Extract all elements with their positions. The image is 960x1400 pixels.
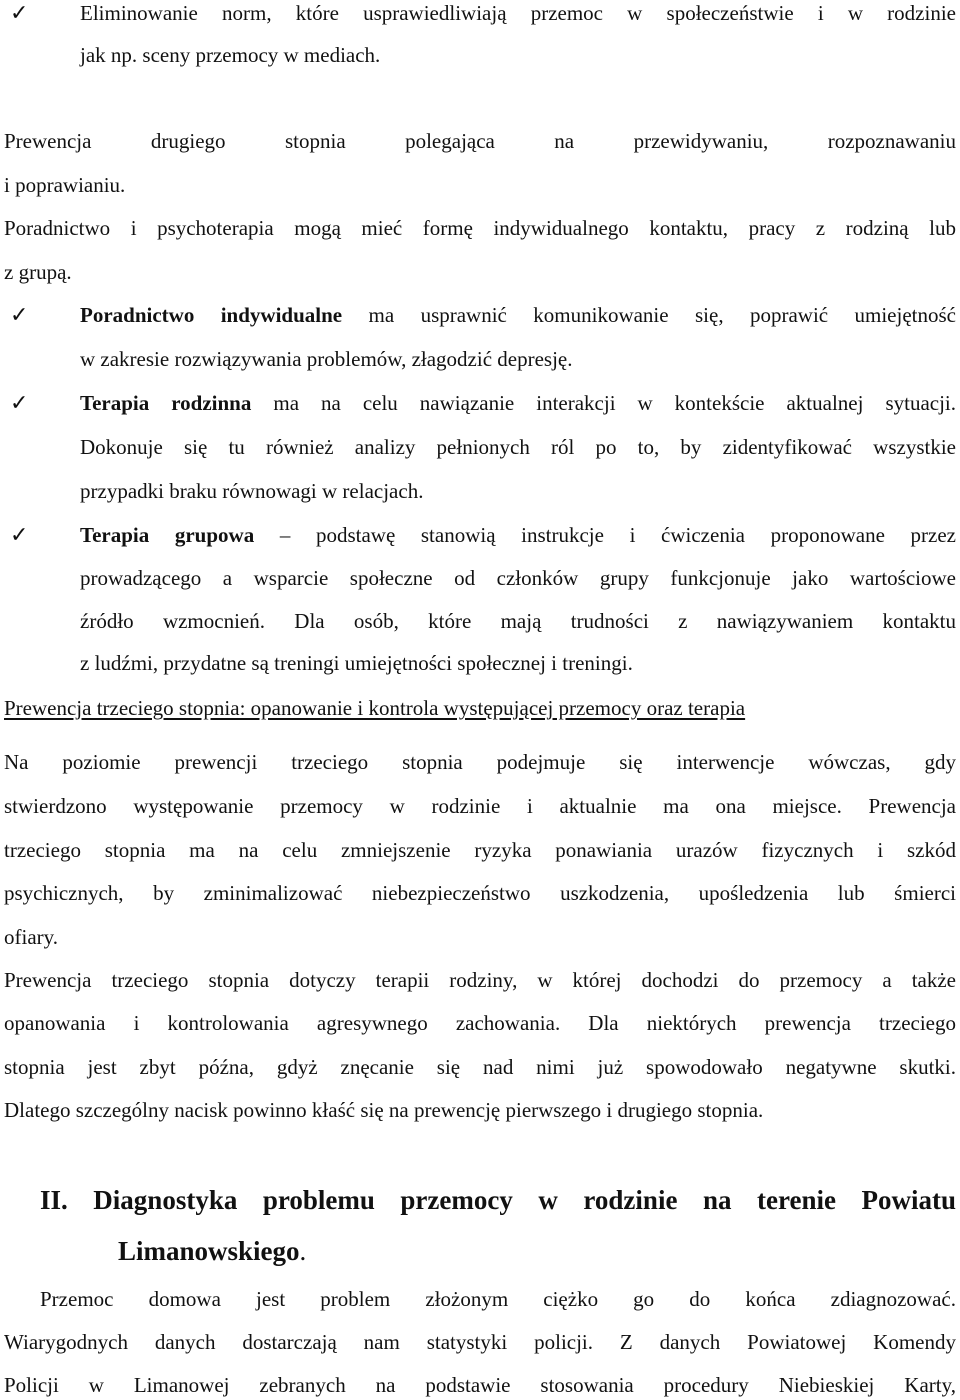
paragraph-line: Prewencja drugiego stopnia polegająca na przewidywaniu, rozpoznawaniu <box>4 129 956 153</box>
bullet-bold-term: Poradnictwo indywidualne <box>80 303 343 327</box>
paragraph-line: Policji w Limanowej zebranych na podstawie stosowania procedury Niebieskiej Karty, <box>4 1373 956 1397</box>
paragraph-line: Wiarygodnych danych dostarczają nam statystyki policji. Z danych Powiatowej Komendy <box>4 1330 956 1354</box>
bullet-text: przypadki braku równowagi w relacjach. <box>80 479 424 503</box>
paragraph-line: Poradnictwo i psychoterapia mogą mieć formę indywidualnego kontaktu, pracy z rodziną lub <box>4 216 956 240</box>
bullet-text <box>80 300 956 330</box>
paragraph-line: stopnia jest zbyt późna, gdyż znęcanie się nad nimi już spowodowało negatywne skutki. <box>4 1055 956 1079</box>
paragraph-line: opanowania i kontrolowania agresywnego zachowania. Dla niektórych prewencja trzeciego <box>4 1011 956 1035</box>
bullet-text-rest: ma na celu nawiązanie interakcji w kontekście aktualnej sytuacji. <box>251 391 957 415</box>
section-heading-period: . <box>299 1236 307 1266</box>
bullet-text <box>80 520 956 550</box>
checkmark-icon: ✓ <box>10 522 29 547</box>
bullet-text: z ludźmi, przydatne są treningi umiejętności społecznej i treningi. <box>80 651 633 675</box>
paragraph-line: z grupą. <box>4 260 72 284</box>
bullet-text: Dokonuje się tu również analizy pełnionych ról po to, by zidentyfikować wszystkie <box>80 435 956 459</box>
bullet-text-rest: ma usprawnić komunikowanie się, poprawić umiejętność <box>342 303 956 327</box>
bullet-text: w zakresie rozwiązywania problemów, złagodzić depresję. <box>80 347 573 371</box>
bullet-bold-term: Terapia grupowa <box>80 523 255 547</box>
bullet-text-rest: – podstawę stanowią instrukcje i ćwiczenia proponowane przez <box>254 523 956 547</box>
paragraph-line: stwierdzono występowanie przemocy w rodzinie i aktualnie ma ona miejsce. Prewencja <box>4 794 956 818</box>
paragraph-line: psychicznych, by zminimalizować niebezpieczeństwo uszkodzenia, upośledzenia lub śmierci <box>4 881 956 905</box>
paragraph-line: i poprawianiu. <box>4 173 126 197</box>
bullet-bold-term: Terapia rodzinna <box>80 391 252 415</box>
checkmark-icon: ✓ <box>10 390 29 415</box>
paragraph-line: Przemoc domowa jest problem złożonym ciężko go do końca zdiagnozować. <box>40 1287 956 1311</box>
subheading: Prewencja trzeciego stopnia: opanowanie i kontrola występującej przemocy oraz terapia <box>4 696 746 720</box>
paragraph-line: trzeciego stopnia ma na celu zmniejszenie ryzyka ponawiania urazów fizycznych i szkód <box>4 838 956 862</box>
bullet-text: Eliminowanie norm, które usprawiedliwiają przemoc w społeczeństwie i w rodzinie <box>80 1 956 25</box>
bullet-text: jak np. sceny przemocy w mediach. <box>80 43 381 67</box>
checkmark-icon: ✓ <box>10 0 29 25</box>
paragraph-line: Na poziomie prewencji trzeciego stopnia podejmuje się interwencje wówczas, gdy <box>4 750 956 774</box>
paragraph-line: ofiary. <box>4 925 59 949</box>
bullet-text <box>80 388 956 418</box>
section-heading: II. Diagnostyka problemu przemocy w rodzinie na terenie Powiatu <box>40 1185 956 1215</box>
bullet-text: prowadzącego a wsparcie społeczne od członków grupy funkcjonuje jako wartościowe <box>80 566 956 590</box>
bullet-text: źródło wzmocnień. Dla osób, które mają trudności z nawiązywaniem kontaktu <box>80 609 956 633</box>
checkmark-icon: ✓ <box>10 302 29 327</box>
paragraph-line: Prewencja trzeciego stopnia dotyczy terapii rodziny, w której dochodzi do przemocy a także <box>4 968 956 992</box>
section-heading-continued <box>118 1233 306 1269</box>
section-heading-bold: Limanowskiego <box>118 1236 300 1266</box>
paragraph-line: Dlatego szczególny nacisk powinno kłaść się na prewencję pierwszego i drugiego stopnia. <box>4 1098 764 1122</box>
